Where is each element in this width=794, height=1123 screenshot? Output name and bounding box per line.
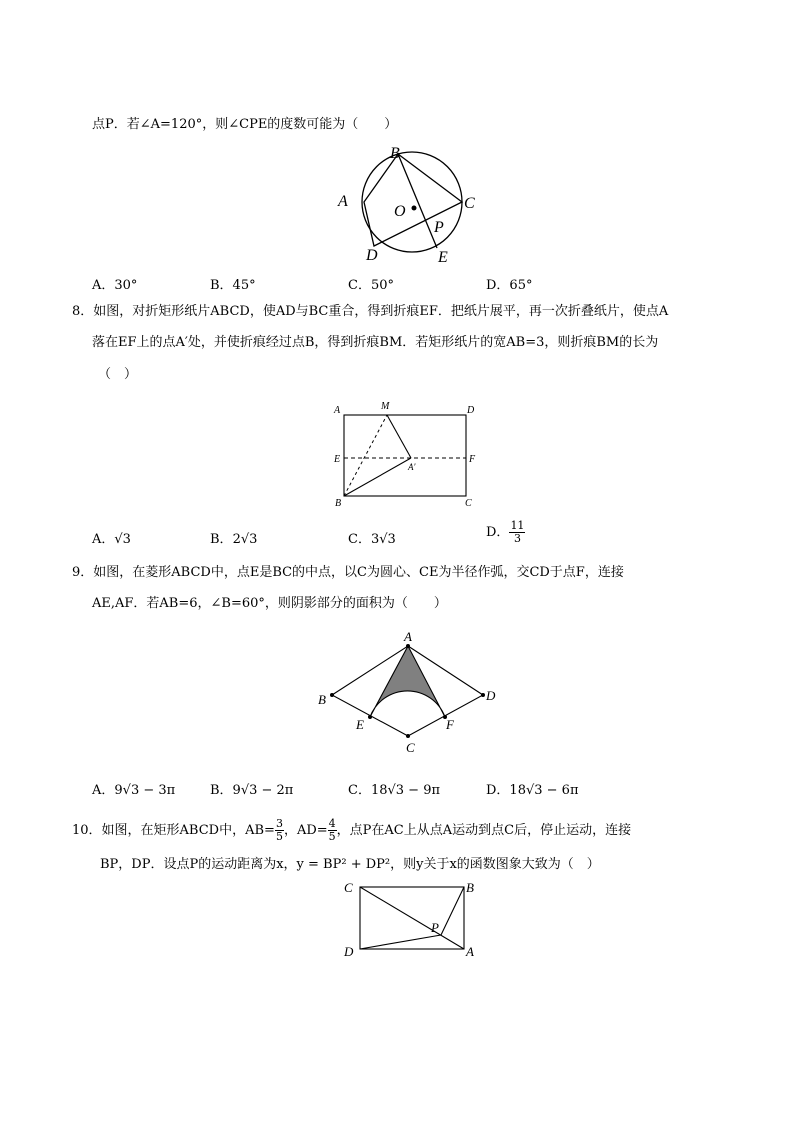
q7-label-E: E — [438, 249, 448, 265]
q7-question-line: 点P．若∠A=120°，则∠CPE的度数可能为（ ） — [92, 117, 398, 132]
q9-label-A: A — [404, 629, 412, 644]
q7-option-c: C．50° — [348, 278, 394, 293]
q9-label-B: B — [318, 692, 326, 707]
q7-label-O: O — [394, 203, 406, 220]
q10-label-D: D — [344, 944, 354, 959]
q8-label-F: F — [469, 454, 476, 465]
q7-option-b: B．45° — [210, 278, 256, 293]
q8-label-C: C — [465, 498, 472, 509]
q10-ab-fraction: $\frac{3}{5}$ — [275, 817, 283, 843]
q8-label-E: E — [334, 454, 341, 465]
q9-option-d: D．18√3 − 6π — [486, 783, 579, 798]
q10-label-B: B — [466, 880, 474, 895]
q8-option-b: B．2√3 — [210, 532, 258, 547]
q8-rectangle-figure — [330, 398, 480, 510]
q10-label-A: A — [466, 944, 474, 959]
q9-label-E: E — [356, 717, 364, 732]
q8-label-D: D — [467, 405, 475, 416]
q8-label-B: B — [335, 498, 342, 509]
q7-option-a: A．30° — [92, 278, 138, 293]
q9-rhombus-figure — [310, 626, 510, 758]
q9-option-b: B．9√3 − 2π — [210, 783, 294, 798]
q8-option-a: A．√3 — [92, 532, 131, 547]
q10-label-C: C — [344, 880, 353, 895]
q7-circle-figure — [330, 140, 490, 265]
q9-option-c: C．18√3 − 9π — [348, 783, 441, 798]
q10-question-line1: 10．如图，在矩形ABCD中，AB= $\frac{3}{5}$ ，AD= $\frac{4}{5}$ ，点P在AC上从点A运动到点C后，停止运动，连接 — [72, 817, 632, 843]
q8-label-M: M — [381, 401, 390, 412]
q8-question-line1: 8．如图，对折矩形纸片ABCD，使AD与BC重合，得到折痕EF．把纸片展平，再一次折叠纸片，使点A — [72, 304, 669, 319]
q8-label-A: A — [334, 405, 341, 416]
q7-label-P: P — [434, 219, 444, 236]
q9-label-D: D — [486, 688, 496, 703]
q8-option-d-fraction: $\frac{11}{3}$ — [510, 519, 525, 545]
q8-label-A-prime: A′ — [408, 462, 416, 472]
q7-label-D: D — [366, 247, 378, 264]
q7-label-B: B — [390, 145, 400, 162]
q10-question-line2: BP，DP．设点P的运动距离为x，y = BP² + DP²，则y关于x的函数图象大致为（ ） — [100, 857, 600, 872]
q7-label-C: C — [464, 195, 475, 212]
q9-label-C: C — [406, 740, 415, 755]
q8-option-d: D． $\frac{11}{3}$ — [486, 519, 525, 545]
q8-question-line2: 落在EF上的点A′处，并使折痕经过点B，得到折痕BM．若矩形纸片的宽AB=3，则折痕BM的长为 — [92, 335, 659, 350]
q7-label-A: A — [338, 193, 348, 210]
q7-option-d: D．65° — [486, 278, 533, 293]
q10-label-P: P — [431, 920, 439, 935]
q9-question-line2: AE,AF．若AB=6，∠B=60°，则阴影部分的面积为（ ） — [92, 596, 447, 611]
q9-label-F: F — [446, 717, 454, 732]
q10-rectangle-figure — [340, 878, 480, 962]
q8-option-c: C．3√3 — [348, 532, 396, 547]
q9-option-a: A．9√3 − 3π — [92, 783, 176, 798]
q8-question-line3: （ ） — [98, 367, 138, 382]
q9-question-line1: 9．如图，在菱形ABCD中，点E是BC的中点，以C为圆心、CE为半径作弧，交CD于点F，连接 — [72, 565, 624, 580]
q10-ad-fraction: $\frac{4}{5}$ — [328, 817, 336, 843]
